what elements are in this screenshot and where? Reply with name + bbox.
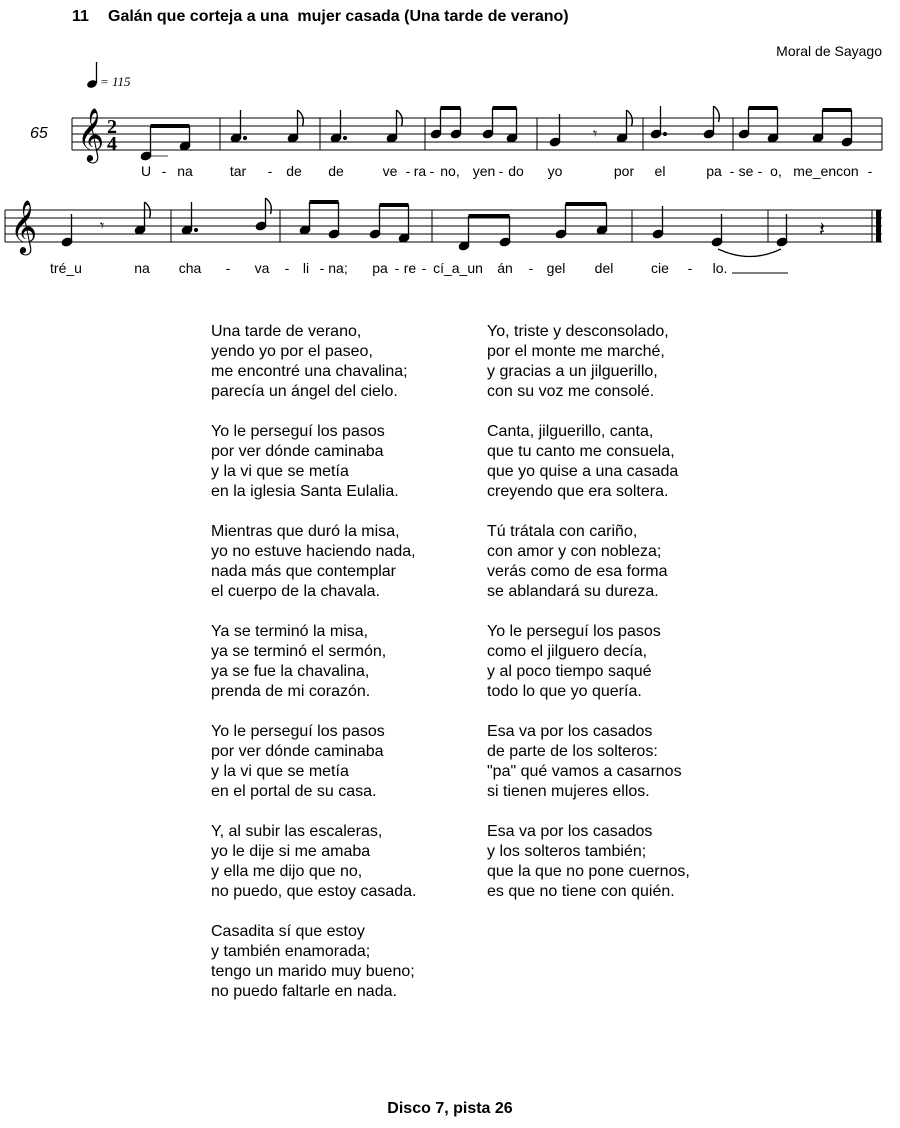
- poem-stanza: [487, 622, 690, 702]
- treble-clef-icon: 𝄞: [10, 199, 38, 253]
- svg-text:cie: cie: [651, 260, 669, 276]
- treble-clef-icon: 𝄞: [77, 107, 105, 161]
- poem-line: Yo le perseguí los pasos: [487, 623, 661, 640]
- poem-line: parecía un ángel del cielo.: [211, 383, 398, 400]
- poem-line: Y, al subir las escaleras,: [211, 823, 383, 840]
- svg-text:re: re: [403, 260, 417, 276]
- poem-line: si tienen mujeres ellos.: [487, 783, 650, 800]
- poem-line: Canta, jilguerillo, canta,: [487, 423, 654, 440]
- svg-text:cí_a_un: cí_a_un: [433, 260, 483, 276]
- poem-line: yendo yo por el paseo,: [211, 343, 373, 360]
- poem-line: el cuerpo de la chavala.: [211, 583, 380, 600]
- poem-line: ya se terminó el sermón,: [211, 643, 387, 660]
- svg-text:-: -: [161, 163, 167, 179]
- svg-text:𝄾: 𝄾: [100, 216, 105, 235]
- poem-line: Yo, triste y desconsolado,: [487, 323, 669, 340]
- music-score: [0, 0, 900, 300]
- poem-line: por ver dónde caminaba: [211, 443, 384, 460]
- poem-line: Casadita sí que estoy: [211, 923, 365, 940]
- svg-text:yen: yen: [472, 163, 496, 179]
- poem-line: no puedo, que estoy casada.: [211, 883, 417, 900]
- poem-line: Mientras que duró la misa,: [211, 523, 400, 540]
- svg-text:o,: o,: [770, 163, 782, 179]
- poem-line: Esa va por los casados: [487, 823, 653, 840]
- poem-line: no puedo faltarle en nada.: [211, 983, 397, 1000]
- poem-stanza: [487, 422, 690, 502]
- poem-stanza: [211, 922, 417, 1002]
- svg-text:na;: na;: [328, 260, 348, 276]
- svg-text:-: -: [498, 163, 504, 179]
- poem-stanza: [487, 522, 690, 602]
- svg-text:de: de: [286, 163, 302, 179]
- poem-line: como el jilguero decía,: [487, 643, 648, 660]
- poem-line: Ya se terminó la misa,: [211, 623, 369, 640]
- poem-line: y la vi que se metía: [211, 463, 349, 480]
- svg-text:na: na: [134, 260, 150, 276]
- staff-2-notes: [61, 198, 825, 257]
- svg-text:4: 4: [107, 133, 117, 155]
- svg-text:U: U: [140, 163, 152, 179]
- svg-text:me_encon: me_encon: [793, 163, 859, 179]
- poem-line: con su voz me consolé.: [487, 383, 655, 400]
- poem-column-left: [211, 322, 417, 1022]
- svg-text:-: -: [319, 260, 325, 276]
- poem-line: nada más que contemplar: [211, 563, 396, 580]
- poem-line: creyendo que era soltera.: [487, 483, 669, 500]
- poem-line: y ella me dijo que no,: [211, 863, 363, 880]
- poem-line: y gracias a un jilguerillo,: [487, 363, 658, 380]
- svg-text:de: de: [328, 163, 344, 179]
- svg-text:va: va: [254, 260, 270, 276]
- svg-text:-: -: [757, 163, 763, 179]
- poem-line: con amor y con nobleza;: [487, 543, 662, 560]
- svg-text:ra: ra: [413, 163, 427, 179]
- poem-line: y los solteros también;: [487, 843, 647, 860]
- poem-line: de parte de los solteros:: [487, 743, 658, 760]
- poem-stanza: [211, 622, 417, 702]
- poem-line: todo lo que yo quería.: [487, 683, 642, 700]
- poem-line: yo no estuve haciendo nada,: [211, 543, 416, 560]
- poem-line: que la que no pone cuernos,: [487, 863, 690, 880]
- poem-line: Una tarde de verano,: [211, 323, 362, 340]
- staff-1-lyrics: [141, 163, 873, 179]
- svg-text:𝄾: 𝄾: [593, 124, 598, 143]
- svg-text:li: li: [302, 260, 310, 276]
- poem-line: Esa va por los casados: [487, 723, 653, 740]
- svg-text:-: -: [528, 260, 534, 276]
- svg-text:lo.: lo.: [712, 260, 728, 276]
- measure-number: 65: [30, 125, 48, 142]
- staff-2-lyrics: [50, 260, 788, 276]
- svg-text:-: -: [225, 260, 231, 276]
- svg-text:el: el: [654, 163, 666, 179]
- svg-text:-: -: [729, 163, 735, 179]
- svg-text:por: por: [613, 163, 635, 179]
- song-origin: Moral de Sayago: [776, 43, 882, 59]
- svg-text:pa: pa: [372, 260, 388, 276]
- svg-text:del: del: [594, 260, 614, 276]
- svg-text:se: se: [738, 163, 754, 179]
- disc-track-footer: Disco 7, pista 26: [387, 1100, 513, 1117]
- staff-2: [5, 210, 882, 242]
- svg-text:na: na: [177, 163, 193, 179]
- poem-line: Yo le perseguí los pasos: [211, 723, 385, 740]
- poem-line: y al poco tiempo saqué: [487, 663, 652, 680]
- poem-line: ya se fue la chavalina,: [211, 663, 370, 680]
- svg-text:do: do: [508, 163, 524, 179]
- svg-text:-: -: [867, 163, 873, 179]
- svg-text:yo: yo: [547, 163, 563, 179]
- svg-text:cha: cha: [178, 260, 202, 276]
- song-title: Galán que corteja a una mujer casada (Una tarde de verano): [108, 8, 569, 25]
- svg-text:-: -: [405, 163, 411, 179]
- poem-stanza: [211, 822, 417, 902]
- poem-line: en la iglesia Santa Eulalia.: [211, 483, 399, 500]
- poem-line: se ablandará su dureza.: [487, 583, 659, 600]
- svg-text:𝄽: 𝄽: [819, 217, 826, 241]
- staff-1: [72, 118, 882, 150]
- poem-stanza: [211, 322, 417, 402]
- svg-text:-: -: [284, 260, 290, 276]
- poem-column-right: [487, 322, 690, 922]
- poem-line: y también enamorada;: [211, 943, 371, 960]
- svg-text:ve: ve: [382, 163, 398, 179]
- poem-stanza: [487, 322, 690, 402]
- svg-text:án: án: [497, 260, 513, 276]
- svg-text:-: -: [429, 163, 435, 179]
- poem-stanza: [211, 722, 417, 802]
- poem-stanza: [211, 522, 417, 602]
- poem-stanza: [211, 422, 417, 502]
- poem-line: en el portal de su casa.: [211, 783, 377, 800]
- poem-line: Yo le perseguí los pasos: [211, 423, 385, 440]
- svg-text:-: -: [267, 163, 273, 179]
- poem-line: yo le dije si me amaba: [211, 843, 371, 860]
- song-number: 11: [72, 8, 89, 25]
- time-signature: [107, 116, 117, 155]
- svg-text:-: -: [394, 260, 400, 276]
- poem-line: "pa" qué vamos a casarnos: [487, 763, 682, 780]
- poem-line: que yo quise a una casada: [487, 463, 679, 480]
- svg-text:tar: tar: [229, 163, 247, 179]
- poem-line: tengo un marido muy bueno;: [211, 963, 415, 980]
- poem-line: me encontré una chavalina;: [211, 363, 408, 380]
- svg-text:tré_u: tré_u: [50, 260, 82, 276]
- poem-stanza: [487, 822, 690, 902]
- poem-line: y la vi que se metía: [211, 763, 349, 780]
- poem-line: es que no tiene con quién.: [487, 883, 675, 900]
- poem-stanza: [487, 722, 690, 802]
- poem-line: que tu canto me consuela,: [487, 443, 675, 460]
- svg-text:-: -: [687, 260, 693, 276]
- poem-line: verás como de esa forma: [487, 563, 668, 580]
- svg-text:no,: no,: [440, 163, 460, 179]
- tempo-text: = 115: [100, 74, 131, 89]
- svg-text:2: 2: [107, 116, 117, 138]
- tie: [718, 249, 781, 257]
- poem-line: por el monte me marché,: [487, 343, 665, 360]
- svg-text:-: -: [421, 260, 427, 276]
- tempo-marking: [86, 62, 131, 89]
- poem-line: prenda de mi corazón.: [211, 683, 371, 700]
- svg-text:gel: gel: [546, 260, 566, 276]
- poem-line: Tú trátala con cariño,: [487, 523, 638, 540]
- poem-line: por ver dónde caminaba: [211, 743, 384, 760]
- svg-text:pa: pa: [706, 163, 722, 179]
